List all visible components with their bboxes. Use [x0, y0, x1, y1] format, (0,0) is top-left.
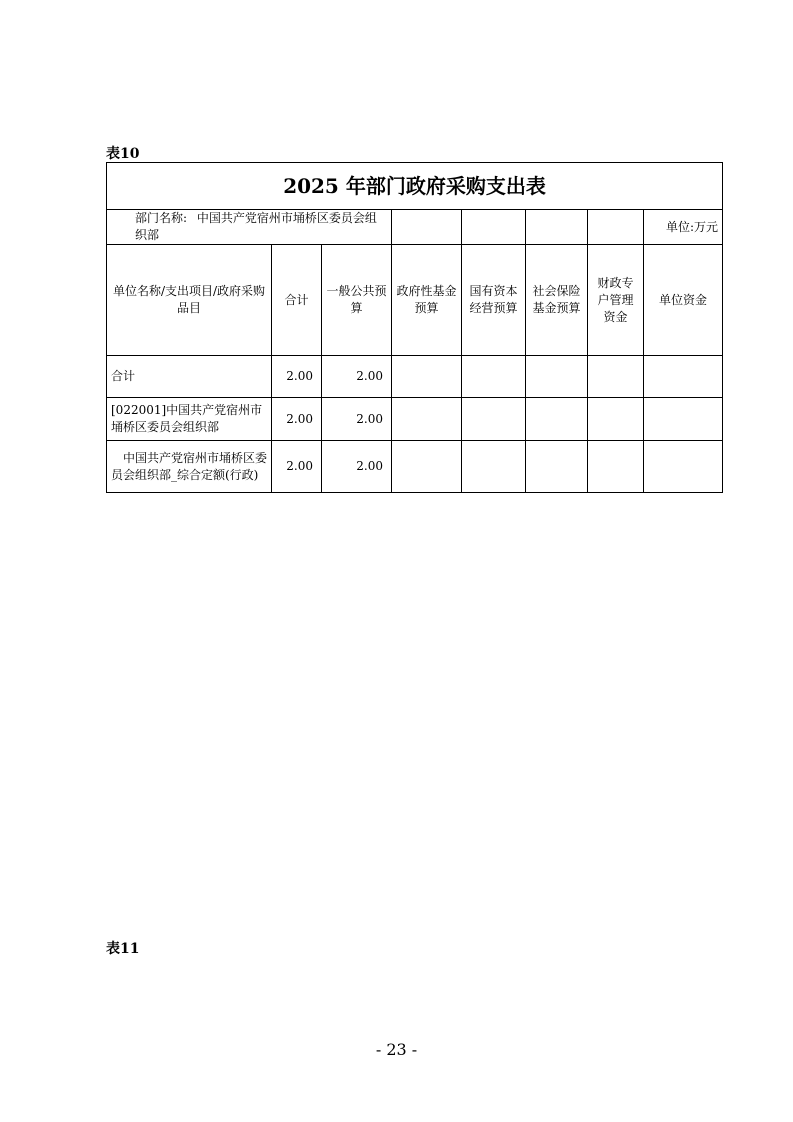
row-general: 2.00: [322, 441, 392, 493]
header-unit-funds: 单位资金: [644, 245, 723, 356]
row-name: 中国共产党宿州市埇桥区委员会组织部_综合定额(行政): [107, 441, 272, 493]
row-name: [022001]中国共产党宿州市埇桥区委员会组织部: [107, 398, 272, 441]
row-total: 2.00: [272, 398, 322, 441]
row-general: 2.00: [322, 356, 392, 398]
unit-label: 单位:万元: [644, 210, 723, 245]
header-total: 合计: [272, 245, 322, 356]
empty-cell: [392, 210, 462, 245]
empty-cell: [462, 210, 526, 245]
procurement-table: [106, 162, 723, 493]
header-state-capital: 国有资本经营预算: [462, 245, 526, 356]
row-total: 2.00: [272, 356, 322, 398]
row-general: 2.00: [322, 398, 392, 441]
department-name: 中国共产党宿州市埇桥区委员会组织部: [135, 211, 377, 242]
table-10-label: 表10: [106, 146, 140, 162]
empty-cell: [588, 210, 644, 245]
header-special-account: 财政专户管理资金: [588, 245, 644, 356]
department-label: 部门名称:: [135, 211, 188, 225]
header-general-budget: 一般公共预算: [322, 245, 392, 356]
department-cell: [107, 210, 392, 245]
page-number: - 23 -: [375, 1040, 418, 1059]
header-name: 单位名称/支出项目/政府采购品目: [107, 245, 272, 356]
header-social-insurance: 社会保险基金预算: [526, 245, 588, 356]
table-title: 2025 年部门政府采购支出表: [107, 163, 723, 210]
header-gov-fund: 政府性基金预算: [392, 245, 462, 356]
empty-cell: [526, 210, 588, 245]
table-11-label: 表11: [106, 941, 140, 957]
table-row: [107, 356, 723, 398]
row-name: 合计: [107, 356, 272, 398]
table-row: [107, 441, 723, 493]
table-row: [107, 398, 723, 441]
row-total: 2.00: [272, 441, 322, 493]
